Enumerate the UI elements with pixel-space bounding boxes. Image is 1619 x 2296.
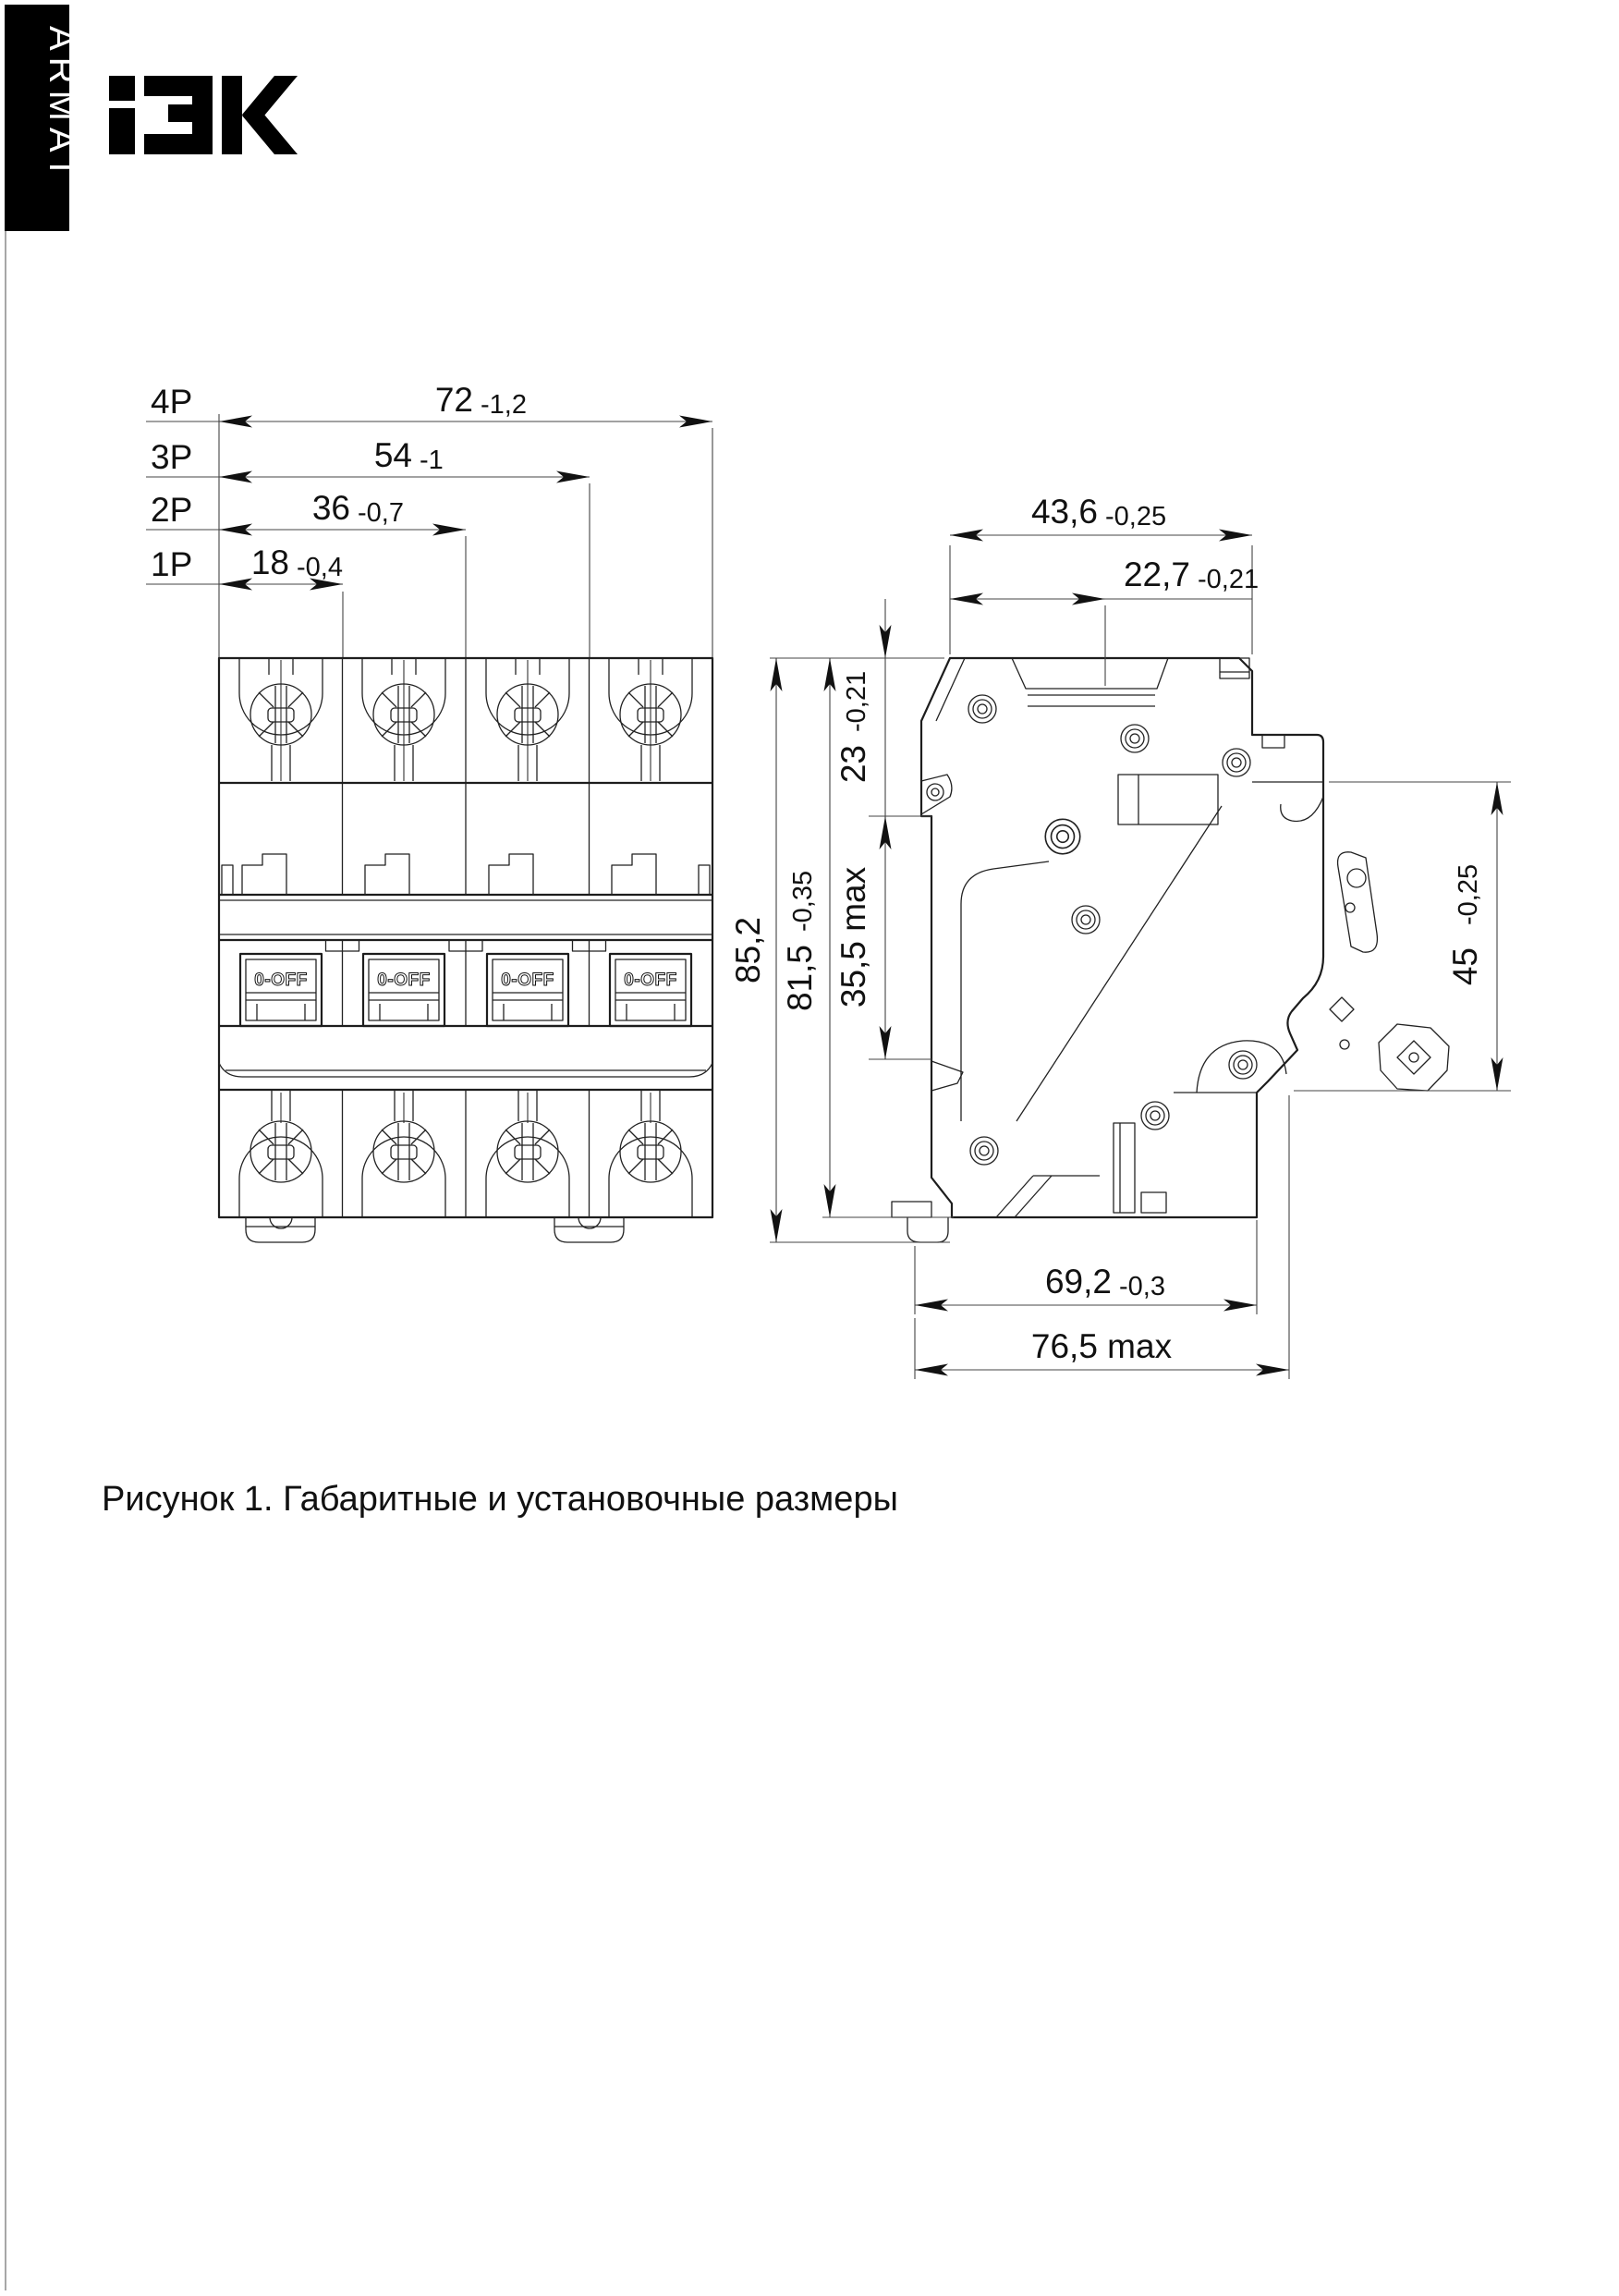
pole-label-1p: 1P <box>151 545 193 583</box>
dim-width-3p-tol: -1 <box>420 446 444 475</box>
dim-width-4p: 72 <box>434 381 473 419</box>
dim-43-6-tol: -0,25 <box>1105 502 1167 531</box>
dim-22-7: 22,7 <box>1123 556 1190 593</box>
dim-76-5: 76,5 max <box>1030 1327 1173 1365</box>
handle-off-label-3: 0-OFF <box>501 971 554 990</box>
dim-23: 23 <box>834 745 872 784</box>
dim-width-2p: 36 <box>311 489 350 527</box>
front-view-body <box>219 658 712 1242</box>
dim-width-1p: 18 <box>250 543 289 581</box>
dim-43-6: 43,6 <box>1030 493 1098 531</box>
dim-width-3p: 54 <box>373 436 412 474</box>
front-dimensions <box>146 381 712 658</box>
dim-width-2p-tol: -0,7 <box>358 498 404 528</box>
iek-logo <box>109 76 298 154</box>
dim-45-tol: -0,25 <box>1454 863 1483 925</box>
dim-85-2: 85,2 <box>729 916 767 984</box>
pole-label-2p: 2P <box>151 491 193 529</box>
dim-width-4p-tol: -1,2 <box>481 390 527 420</box>
side-dimensions <box>729 493 1511 1379</box>
dim-81-5-tol: -0,35 <box>788 870 818 932</box>
pole-label-3p: 3P <box>151 438 193 476</box>
latch-tabs <box>242 854 656 895</box>
dim-81-5: 81,5 <box>781 945 819 1012</box>
dim-45: 45 <box>1446 947 1484 986</box>
pole-label-4p: 4P <box>151 383 193 421</box>
dim-width-1p-tol: -0,4 <box>297 553 343 582</box>
figure-caption: Рисунок 1. Габаритные и установочные размеры <box>102 1480 898 1519</box>
front-view <box>146 381 712 1242</box>
side-view <box>729 493 1511 1379</box>
side-view-body <box>892 658 1449 1242</box>
brand-sidebar <box>5 5 82 231</box>
dim-69-2: 69,2 <box>1044 1263 1112 1301</box>
handle-off-label-1: 0-OFF <box>254 971 308 990</box>
dim-69-2-tol: -0,3 <box>1119 1272 1165 1301</box>
dim-23-tol: -0,21 <box>842 670 871 732</box>
dim-35-5: 35,5 max <box>834 866 872 1008</box>
dim-22-7-tol: -0,21 <box>1198 565 1260 594</box>
mounting-feet <box>246 1217 624 1242</box>
handle-off-label-4: 0-OFF <box>624 971 677 990</box>
sidebar-brand-text: ARMAT <box>42 26 82 186</box>
handle-off-label-2: 0-OFF <box>377 971 431 990</box>
